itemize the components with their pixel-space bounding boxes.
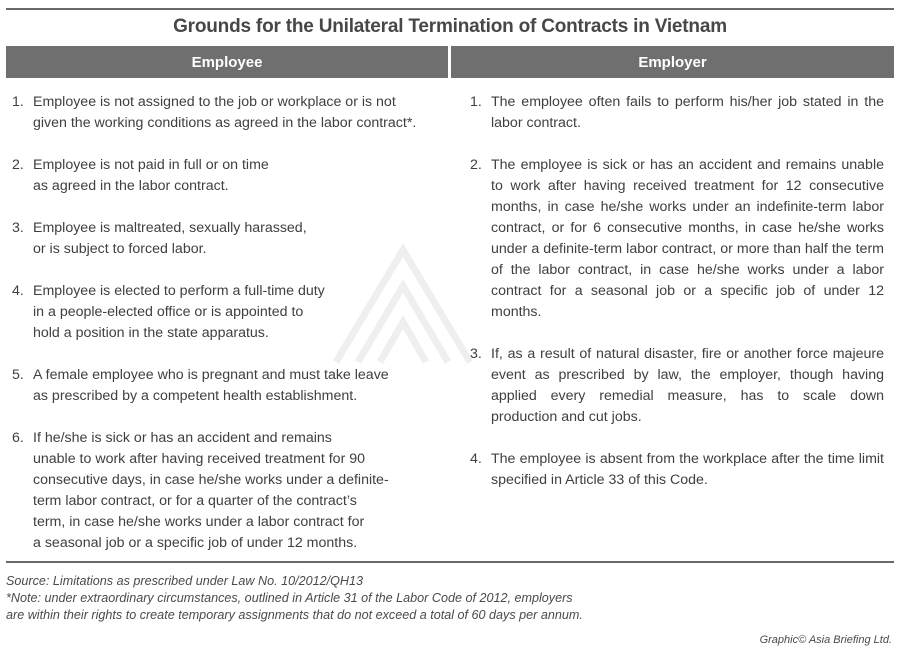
- item-text: Employee is maltreated, sexually harassed, or is subject to forced labor.: [33, 220, 307, 257]
- list-item: [470, 155, 884, 323]
- item-number: 5.: [12, 367, 24, 383]
- employer-column-header: Employer: [451, 46, 894, 78]
- list-item: [12, 428, 448, 554]
- item-number: 2.: [470, 157, 482, 173]
- list-item: [470, 344, 884, 428]
- list-item: [12, 155, 448, 197]
- list-item: [470, 92, 884, 134]
- item-number: 3.: [470, 346, 482, 362]
- employee-column-header: Employee: [6, 46, 448, 78]
- graphic-credit: Graphic© Asia Briefing Ltd.: [759, 634, 892, 646]
- item-text: Employee is elected to perform a full-time duty in a people-elected office or is appointed to hold a position in the state apparatus.: [33, 283, 325, 341]
- footnote-line: are within their rights to create temporary assignments that do not exceed a total of 60 days per annum.: [6, 608, 583, 622]
- item-number: 3.: [12, 220, 24, 236]
- item-number: 6.: [12, 430, 24, 446]
- table-header: [6, 46, 894, 78]
- page-title: Grounds for the Unilateral Termination of Contracts in Vietnam: [173, 16, 727, 37]
- item-text: A female employee who is pregnant and must take leave as prescribed by a competent health establishment.: [33, 367, 389, 404]
- top-rule: [6, 8, 894, 10]
- footnotes: [6, 573, 706, 624]
- footnote-line: *Note: under extraordinary circumstances, outlined in Article 31 of the Labor Code of 2012, employers: [6, 591, 573, 605]
- item-text: Employee is not paid in full or on time as agreed in the labor contract.: [33, 157, 269, 194]
- employee-column: [12, 92, 448, 554]
- item-text: Employee is not assigned to the job or workplace or is not given the working conditions as agreed in the labor contract*.: [33, 94, 417, 131]
- item-text: The employee is absent from the workplace after the time limit specified in Article 33 of this Code.: [491, 451, 884, 488]
- item-text: The employee often fails to perform his/her job stated in the labor contract.: [491, 94, 884, 131]
- item-text: The employee is sick or has an accident and remains unable to work after having received treatment for 12 consecutive months, in case he/she works under an indefinite-term labor contract, or for 6 consecutive months, in case he/she works under a definite-term labor contract, or more than half the term of the labor contract, in case he/she works under a labor contract for a seasonal job or a specific job of under 12 months.: [491, 157, 884, 320]
- bottom-rule: [6, 561, 894, 563]
- list-item: [12, 365, 448, 407]
- item-number: 2.: [12, 157, 24, 173]
- item-text: If, as a result of natural disaster, fire or another force majeure event as prescribed by law, the employer, though having applied every remedial measure, has to scale down production and cut jobs.: [491, 346, 884, 425]
- item-number: 4.: [12, 283, 24, 299]
- item-number: 1.: [12, 94, 24, 110]
- source-note: Source: Limitations as prescribed under Law No. 10/2012/QH13: [6, 574, 364, 588]
- item-number: 4.: [470, 451, 482, 467]
- list-item: [12, 281, 448, 344]
- list-item: [12, 92, 448, 134]
- item-text: If he/she is sick or has an accident and remains unable to work after having received treatment for 90 consecutive days, in case he/she works under a definite- term labor contract, or for a quarter of the contract’s term, in case he/she works under a labor contract for a seasonal job or a specific job of under 12 months.: [33, 430, 389, 551]
- list-item: [470, 449, 884, 491]
- employer-column: [470, 92, 884, 491]
- list-item: [12, 218, 448, 260]
- item-number: 1.: [470, 94, 482, 110]
